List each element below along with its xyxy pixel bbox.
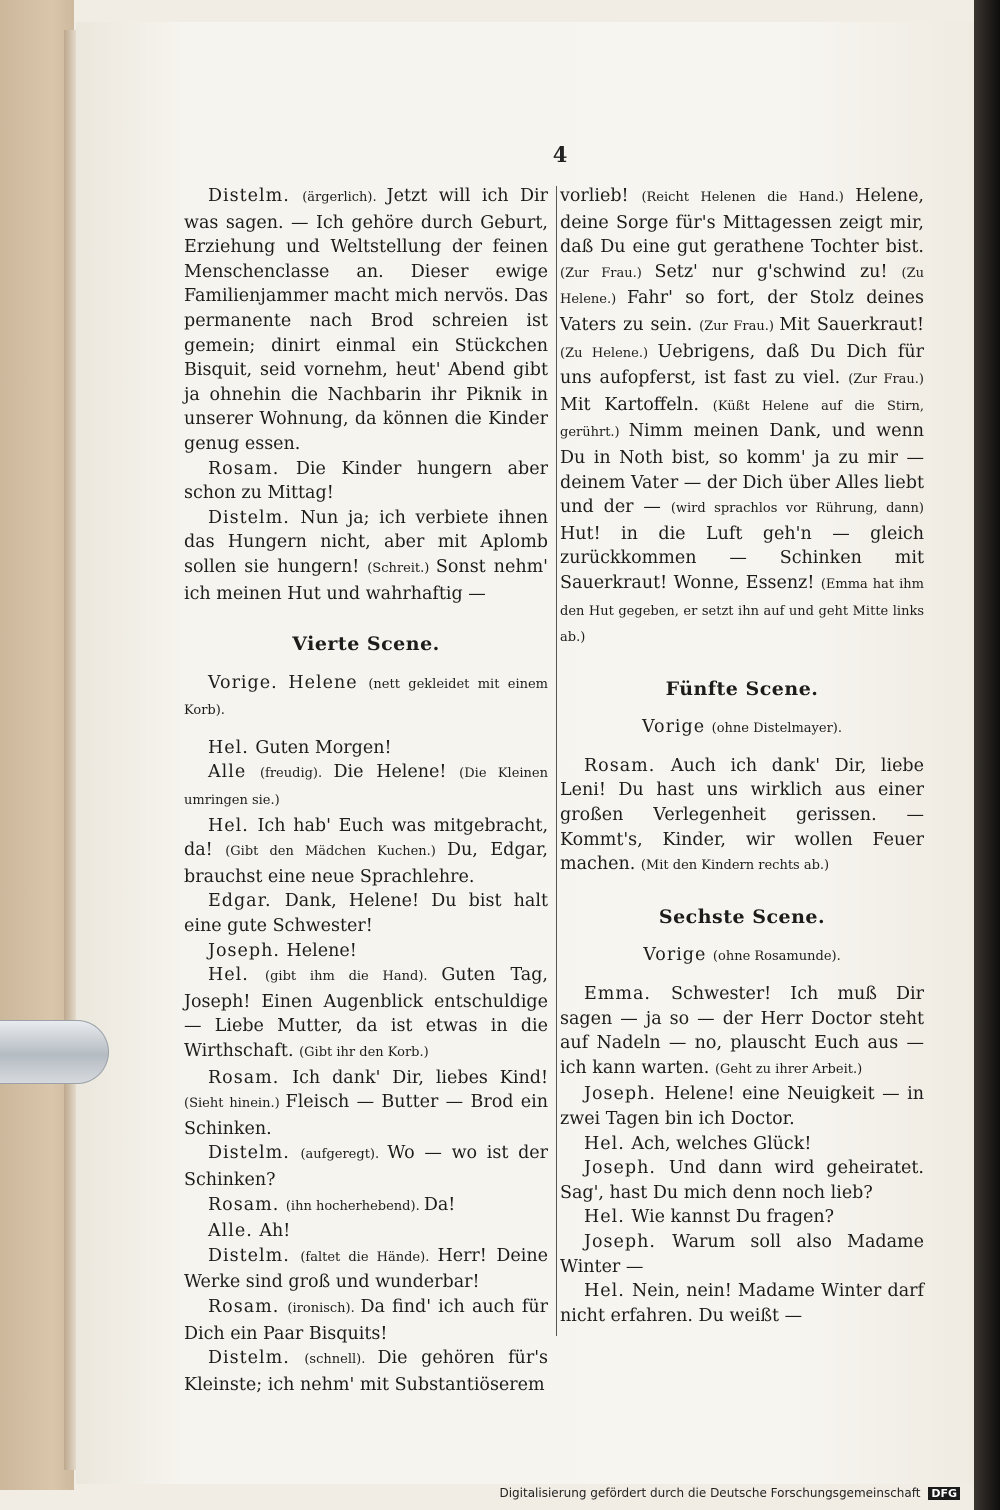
scene-heading: Vierte Scene. [292, 633, 440, 656]
speaker-name: Hel. [208, 737, 256, 758]
dialogue-text: Ah! [259, 1221, 291, 1242]
speaker-name: Emma. [584, 984, 672, 1005]
speaker-name: Joseph. [584, 1158, 669, 1179]
dialogue-text: Dank, Helene! Du bist halt eine gute Schwester! [184, 891, 548, 937]
speaker-name: Hel. [584, 1207, 632, 1228]
dialogue-paragraph [560, 1230, 924, 1279]
stage-note: (faltet die Hände). [300, 1249, 438, 1265]
speaker-name: Rosam. [208, 1296, 288, 1317]
stage-note: (Sieht hinein.) [184, 1096, 286, 1112]
dialogue-text: Ich dank' Dir, liebes Kind! [292, 1067, 548, 1088]
dialogue-text: Warum soll also Madame Winter — [560, 1231, 924, 1277]
dialogue-paragraph [184, 760, 548, 813]
dialogue-text: Nimm meinen Dank, und wenn Du in Noth bist, so komm' ja zu mir — deinem Vater — der Dich über Alles liebt und der — [560, 421, 924, 518]
dialogue-text: Mit Kartoffeln. [560, 394, 713, 415]
dialogue-paragraph [184, 1244, 548, 1295]
dialogue-text: Wo — wo ist der Schinken? [184, 1143, 548, 1190]
dialogue-text: Ach, welches Glück! [631, 1133, 812, 1154]
dialogue-text: Helene, deine Sorge für's Mittagessen zeigt mir, daß Du eine gut gerathene Tochter bist. [560, 186, 924, 258]
left-column [184, 184, 548, 1397]
speaker-name: Joseph. [584, 1084, 665, 1105]
dialogue-text: Auch ich dank' Dir, liebe Leni! Du hast uns wirklich aus einer großen Verlegenheit gerissen. — Kommt's, Kinder, wir wollen Feuer machen. [560, 755, 924, 875]
dialogue-text: Guten Tag, Joseph! Einen Augenblick entschuldige — Liebe Mutter, da ist etwas in die Wirthschaft. [184, 965, 548, 1061]
stage-note: (ohne Rosamunde). [712, 949, 841, 965]
speaker-name: Distelm. [208, 1348, 305, 1369]
speaker-name: Vorige. Helene [208, 672, 369, 693]
stage-note: (Schreit.) [367, 560, 436, 576]
dialogue-text: Die Kinder hungern aber schon zu Mittag! [184, 458, 548, 504]
dialogue-text: Helene! [286, 940, 357, 961]
speaker-name: Distelm. [208, 1143, 301, 1164]
stage-direction [560, 715, 924, 742]
dialogue-paragraph [184, 814, 548, 890]
stage-note: (gibt ihm die Hand). [265, 969, 442, 985]
stage-note: (aufgeregt). [300, 1147, 388, 1163]
stage-note: (Mit den Kindern rechts ab.) [640, 858, 830, 874]
stage-note: (Zu Helene.) [560, 345, 658, 361]
spacer [560, 970, 924, 982]
dialogue-text: Fleisch — Butter — Brod ein Schinken. [184, 1092, 548, 1139]
dialogue-text: Schwester! Ich muß Dir sagen — ja so — der Herr Doctor steht auf Nadeln — no, plauscht Euch aus — ich kann warten. [560, 984, 924, 1078]
dialogue-paragraph [184, 1141, 548, 1192]
dialogue-text: Da! [423, 1194, 456, 1215]
column-divider [556, 186, 557, 1336]
dialogue-paragraph [560, 1082, 924, 1131]
dialogue-text: Herr! Deine Werke sind groß und wunderbar! [184, 1245, 548, 1293]
dialogue-text: Die gehören für's Kleinste; ich nehm' mit Substantiöserem [184, 1348, 548, 1395]
stage-note: (Küßt Helene auf die Stirn, gerührt.) [560, 398, 924, 441]
speaker-name: Hel. [208, 815, 258, 836]
dialogue-paragraph [184, 1193, 548, 1220]
scene-heading: Sechste Scene. [658, 905, 826, 928]
dialogue-paragraph [560, 1205, 924, 1230]
stage-note: (freudig). [259, 766, 334, 782]
dialogue-paragraph [184, 506, 548, 606]
footer-credit [499, 1486, 960, 1500]
spacer [560, 742, 924, 754]
dialogue-paragraph [560, 754, 924, 879]
dialogue-paragraph [184, 457, 548, 506]
dialogue-text: Nun ja; ich verbiete ihnen das Hungern nicht, aber mit Aplomb sollen sie hungern! [184, 507, 548, 577]
speaker-name: Joseph. [584, 1231, 673, 1252]
stage-note: (ironisch). [287, 1300, 361, 1316]
dialogue-paragraph [184, 671, 548, 724]
page-number: 4 [552, 142, 568, 167]
dialogue-paragraph [184, 1295, 548, 1346]
dialogue-text: Fahr' so fort, der Stolz deines Vaters zu sein. [560, 288, 924, 335]
stage-note: (ihn hocherhebend). [285, 1198, 424, 1214]
stage-note: (ohne Distelmayer). [711, 721, 842, 737]
speaker-name: Hel. [584, 1133, 632, 1154]
stage-note: (wird sprachlos vor Rührung, dann) [670, 501, 924, 517]
book-spine [0, 0, 74, 1490]
speaker-name: Joseph. [208, 940, 287, 961]
dialogue-paragraph [184, 1066, 548, 1142]
dialogue-paragraph [560, 982, 924, 1082]
dialogue-text: Hut! in die Luft geh'n — gleich zurückkommen — Schinken mit Sauerkraut! Wonne, Essenz! [560, 523, 924, 593]
dialogue-paragraph [184, 963, 548, 1065]
speaker-name: Distelm. [208, 507, 301, 528]
stage-note: (Zur Frau.) [848, 372, 924, 388]
stage-note: (Die Kleinen umringen sie.) [184, 766, 548, 809]
stage-note: (Zur Frau.) [560, 265, 655, 281]
dialogue-text: Die Helene! [333, 762, 460, 783]
stage-direction [560, 943, 924, 970]
dialogue-paragraph [184, 184, 548, 457]
speaker-name: Alle. [208, 1221, 260, 1242]
dialogue-text: Uebrigens, daß Du Dich für uns aufopferst, ist fast zu viel. [560, 341, 924, 389]
dialogue-paragraph [184, 1219, 548, 1244]
dialogue-text: Und dann wird geheiratet. Sag', hast Du mich denn noch lieb? [560, 1158, 924, 1203]
dialogue-paragraph [184, 889, 548, 938]
dfg-badge: DFG [928, 1487, 960, 1500]
speaker-name: Hel. [208, 965, 266, 986]
speaker-name: Rosam. [208, 1194, 286, 1215]
speaker-name: Distelm. [208, 186, 303, 206]
stage-note: (Gibt den Mädchen Kuchen.) [225, 844, 447, 860]
speaker-name: Vorige [643, 945, 713, 966]
footer-text: Digitalisierung gefördert durch die Deutsche Forschungsgemeinschaft [499, 1486, 921, 1500]
dialogue-text: Sonst nehm' ich meinen Hut und wahrhaftig — [184, 556, 548, 604]
stage-note: (Zu Helene.) [560, 265, 924, 308]
dialogue-paragraph [560, 1132, 924, 1157]
dialogue-paragraph [560, 1156, 924, 1205]
spacer [184, 724, 548, 736]
stage-note: (Gibt ihr den Korb.) [299, 1045, 429, 1060]
speaker-name: Alle [208, 762, 260, 783]
dialogue-text: Helene! eine Neuigkeit — in zwei Tagen bin ich Doctor. [560, 1084, 924, 1129]
dialogue-paragraph [560, 1279, 924, 1328]
dialogue-text: Ich hab' Euch was mitgebracht, da! [184, 815, 549, 861]
dialogue-paragraph [560, 184, 924, 651]
stage-note: (ärgerlich). [302, 190, 387, 205]
dialogue-text: Wie kannst Du fragen? [631, 1207, 835, 1228]
scene-heading: Fünfte Scene. [665, 677, 819, 700]
dialogue-text: Jetzt will ich Dir was sagen. — Ich gehöre durch Geburt, Erziehung und Weltstellung der feinen Menschenclasse an. Dieser ewige Familienjammer macht mich nervös. Das permanente nach Brod schreien ist gemein; dinirt einmal ein Stückchen Bisquit, seid vornehm, heut' Abend gibt ja ohnehin die Nachbarin ihr Piknik in unserer Wohnung, da können die Kinder genug essen. [184, 186, 548, 454]
paper-clip [0, 1020, 109, 1084]
speaker-name: Hel. [584, 1281, 632, 1302]
speaker-name: Rosam. [208, 1067, 293, 1088]
stage-note: (schnell). [304, 1352, 378, 1368]
speaker-name: Edgar. [208, 891, 285, 912]
dialogue-text: Du, Edgar, brauchst eine neue Sprachlehre. [184, 840, 548, 887]
dialogue-text: Mit Sauerkraut! [779, 314, 924, 335]
dialogue-text: vorlieb! [560, 186, 642, 206]
dialogue-paragraph [184, 939, 548, 964]
speaker-name: Vorige [642, 717, 712, 738]
right-column [560, 184, 924, 1328]
dialogue-text: Guten Morgen! [255, 737, 392, 758]
speaker-name: Rosam. [208, 458, 296, 479]
stage-note: (nett gekleidet mit einem Korb). [184, 676, 548, 719]
dialogue-paragraph [184, 736, 548, 761]
stage-note: (Geht zu ihrer Arbeit.) [714, 1061, 863, 1077]
dialogue-text: Setz' nur g'schwind zu! [654, 261, 902, 282]
dialogue-text: Nein, nein! Madame Winter darf nicht erfahren. Du weißt — [560, 1281, 924, 1326]
stage-note: (Zur Frau.) [699, 318, 780, 334]
scan-border [974, 0, 1000, 1510]
stage-note: (Emma hat ihm den Hut gegeben, er setzt ihn auf und geht Mitte links ab.) [560, 576, 924, 646]
stage-note: (Reicht Helenen die Hand.) [641, 190, 856, 205]
speaker-name: Distelm. [208, 1245, 301, 1266]
dialogue-text: Da find' ich auch für Dich ein Paar Bisquits! [184, 1296, 548, 1344]
dialogue-paragraph [184, 1346, 548, 1397]
speaker-name: Rosam. [584, 755, 671, 776]
